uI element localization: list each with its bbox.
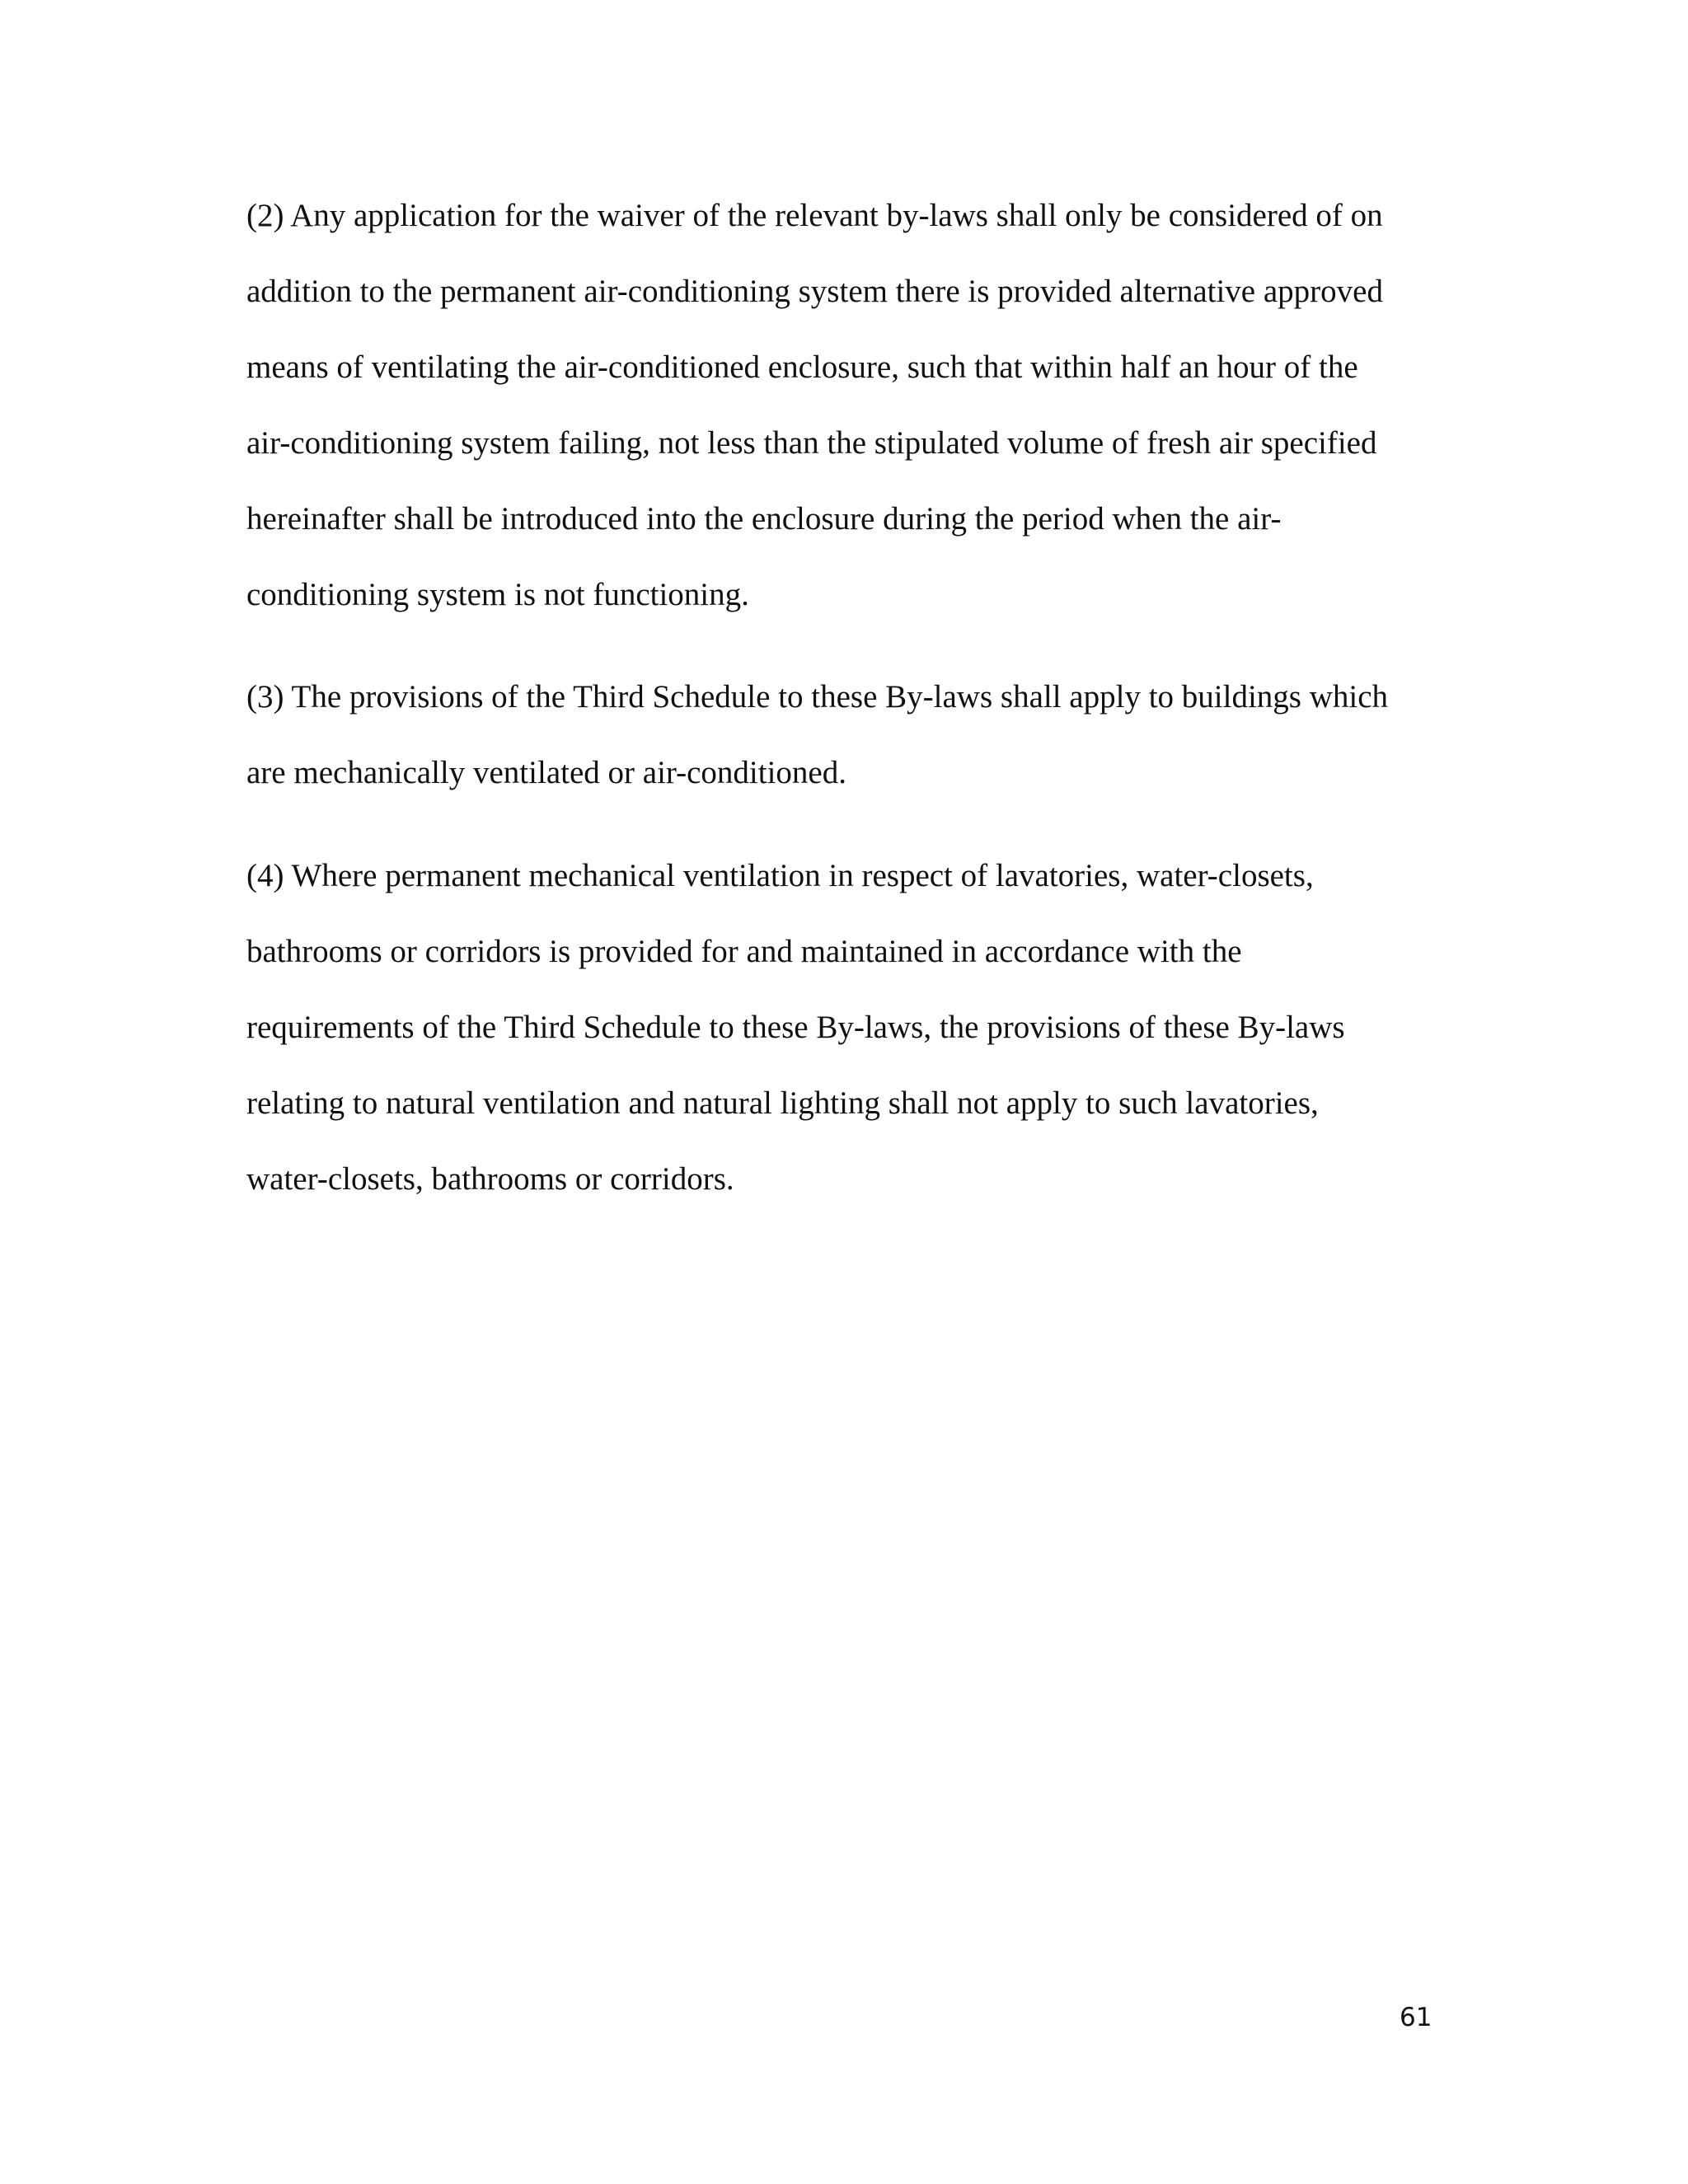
paragraph-line: bathrooms or corridors is provided for and maintained in accordance with the [246,934,1242,969]
paragraph-line: are mechanically ventilated or air-conditioned. [246,755,846,790]
paragraph-line: means of ventilating the air-conditioned enclosure, such that within half an hour of the [246,349,1358,385]
paragraph-line: hereinafter shall be introduced into the enclosure during the period when the air- [246,501,1282,537]
paragraph-line: (4) Where permanent mechanical ventilation in respect of lavatories, water-closets, [246,858,1314,893]
page-number: 61 [1400,2003,1432,2032]
paragraph-line: relating to natural ventilation and natural lighting shall not apply to such lavatories, [246,1085,1319,1121]
paragraph-line: addition to the permanent air-conditioning system there is provided alternative approved [246,274,1383,309]
paragraph-line: (2) Any application for the waiver of the relevant by-laws shall only be considered of on [246,198,1383,233]
paragraph-line: requirements of the Third Schedule to these By-laws, the provisions of these By-laws [246,1010,1345,1045]
paragraph-line: (3) The provisions of the Third Schedule to these By-laws shall apply to buildings which [246,679,1389,715]
paragraph-line: air-conditioning system failing, not less than the stipulated volume of fresh air specified [246,425,1377,461]
paragraph-line: water-closets, bathrooms or corridors. [246,1161,734,1197]
paragraph-line: conditioning system is not functioning. [246,577,749,612]
